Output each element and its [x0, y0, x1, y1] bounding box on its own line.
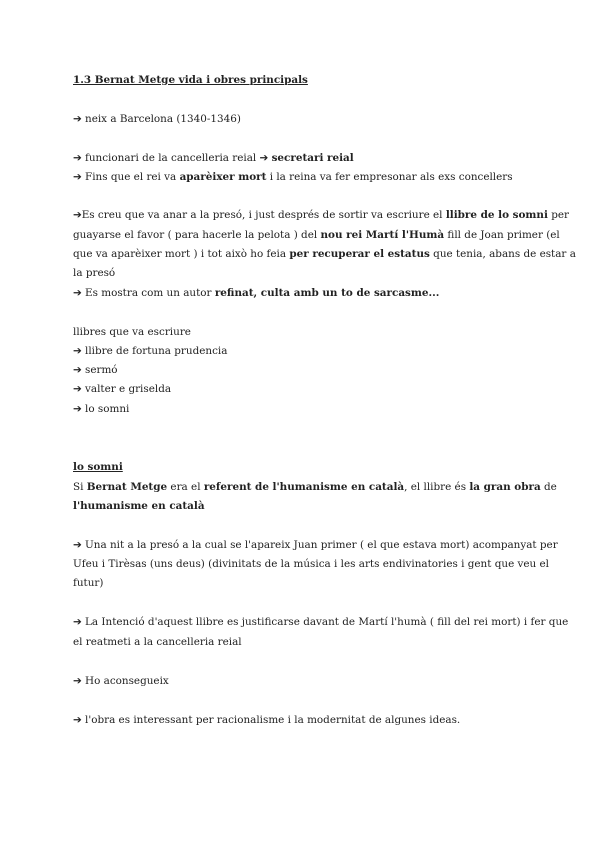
section-heading: 1.3 Bernat Metge vida i obres principals: [73, 74, 308, 86]
paragraph-vision-line-2: Ufeu i Tirèsas (uns deus) (divinitats de la música i les arts endivinatories i gent que veu el: [73, 558, 550, 570]
bold-text: aparèixer mort: [179, 171, 267, 183]
paragraph-vision-line-1: ➔ Una nit a la presó a la cual se l'apareix Juan primer ( el que estava mort) acompanyat per: [73, 539, 558, 551]
text: i la reina va fer empresonar als exs concellers: [266, 171, 513, 183]
paragraph-achieves: ➔ Ho aconsegueix: [73, 675, 169, 687]
bold-text: Bernat Metge: [86, 481, 168, 493]
text: fill de Joan primer (el: [444, 229, 560, 241]
bold-text: la gran obra: [469, 481, 541, 493]
bold-text: per recuperar el estatus: [289, 248, 430, 260]
text: que tenia, abans de estar a: [429, 248, 576, 260]
text: era el: [167, 481, 204, 493]
paragraph-birth: ➔ neix a Barcelona (1340-1346): [73, 113, 241, 125]
text: , el llibre és: [404, 481, 470, 493]
text: ➔ Fins que el rei va: [73, 171, 180, 183]
paragraph-prison-line-4: la presó: [73, 267, 116, 279]
text: guayarse el favor ( para hacerle la pelota ) del: [73, 229, 321, 241]
text: per: [547, 209, 569, 221]
paragraph-author-style: [73, 284, 530, 304]
bold-text: l'humanisme en català: [73, 500, 205, 512]
paragraph-prison-line-3: [73, 245, 576, 265]
list-item: ➔ lo somni: [73, 403, 130, 415]
works-list-title: llibres que va escriure: [73, 326, 191, 338]
section-heading-lo-somni: lo somni: [73, 461, 123, 473]
paragraph-king-death: [73, 168, 530, 188]
paragraph-intention-line-2: el reatmeti a la cancelleria reial: [73, 636, 242, 648]
bold-text: refinat, culta amb un to de sarcasme...: [214, 287, 440, 299]
text: ➔ Es mostra com un autor: [73, 287, 215, 299]
text: ➔ funcionari de la cancelleria reial ➔: [73, 152, 272, 164]
paragraph-interest: ➔ l'obra es interessant per racionalisme i la modernitat de algunes ideas.: [73, 714, 461, 726]
intro-line-2: [73, 497, 530, 517]
list-item: ➔ valter e griselda: [73, 383, 172, 395]
paragraph-prison-line-2: [73, 226, 560, 246]
paragraph-prison-line-1: [73, 206, 569, 226]
list-item: ➔ llibre de fortuna prudencia: [73, 345, 228, 357]
bold-text: llibre de lo somni: [445, 209, 548, 221]
list-item: ➔ sermó: [73, 364, 118, 376]
paragraph-chancellery: [73, 149, 530, 169]
paragraph-intention-line-1: ➔ La Intenció d'aquest llibre es justificarse davant de Martí l'humà ( fill del rei mort) i fer que: [73, 616, 569, 628]
text: ➔Es creu que va anar a la presó, i just després de sortir va escriure el: [73, 209, 446, 221]
text: de: [540, 481, 557, 493]
text: Si: [73, 481, 87, 493]
paragraph-vision-line-3: futur): [73, 577, 104, 589]
bold-text: nou rei Martí l'Humà: [320, 229, 445, 241]
text: que va aparèixer mort ) i tot això ho feia: [73, 248, 290, 260]
bold-text: secretari reial: [271, 152, 354, 164]
bold-text: referent de l'humanisme en català: [203, 481, 405, 493]
intro-line-1: [73, 478, 557, 498]
